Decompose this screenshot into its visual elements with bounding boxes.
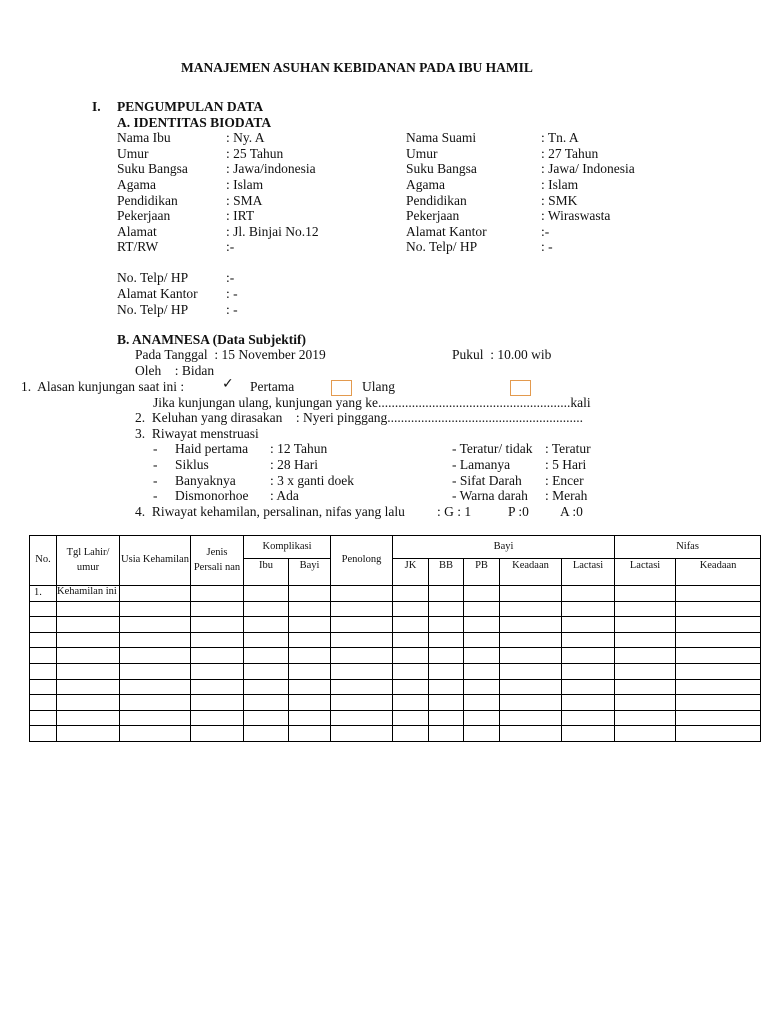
biodata-value: : SMA: [226, 193, 263, 208]
document-title: MANAJEMEN ASUHAN KEBIDANAN PADA IBU HAMIL: [181, 60, 533, 75]
biodata-value: : Jawa/ Indonesia: [541, 161, 635, 176]
table-cell: [191, 726, 244, 742]
table-cell: [500, 663, 562, 679]
oleh: Oleh : Bidan: [135, 363, 215, 378]
biodata-value: : 27 Tahun: [541, 146, 599, 161]
table-cell: [615, 632, 676, 648]
contact-value: : -: [226, 286, 238, 301]
table-cell: [676, 679, 761, 695]
table-row: [30, 601, 761, 617]
contact-value: :-: [226, 270, 235, 285]
cell-tgl-lahir: [57, 726, 120, 742]
table-cell: [562, 632, 615, 648]
table-cell: [289, 648, 331, 664]
table-cell: [615, 601, 676, 617]
section-title: PENGUMPULAN DATA: [117, 99, 264, 114]
cell-no: [30, 710, 57, 726]
section-number: I.: [92, 99, 101, 114]
table-cell: [191, 617, 244, 633]
menstruasi-label: - Sifat Darah: [452, 473, 522, 488]
table-cell: [393, 601, 429, 617]
cell-tgl-lahir: [57, 617, 120, 633]
header-penolong: Penolong: [331, 536, 393, 586]
table-cell: [331, 679, 393, 695]
table-cell: [289, 663, 331, 679]
q4-gravida: : G : 1: [437, 504, 472, 519]
table-row: [30, 632, 761, 648]
table-cell: [562, 679, 615, 695]
q1-text: 1. Alasan kunjungan saat ini :: [21, 379, 185, 394]
table-cell: [429, 663, 464, 679]
pada-tanggal: Pada Tanggal : 15 November 2019: [135, 347, 326, 362]
table-cell: [464, 617, 500, 633]
table-cell: [244, 679, 289, 695]
table-cell: [562, 695, 615, 711]
table-cell: [120, 601, 191, 617]
table-cell: [429, 632, 464, 648]
table-cell: [244, 617, 289, 633]
biodata-value: : 25 Tahun: [226, 146, 284, 161]
table-cell: [464, 663, 500, 679]
table-cell: [676, 601, 761, 617]
table-cell: [615, 710, 676, 726]
table-cell: [615, 617, 676, 633]
header-nifas: Nifas: [615, 536, 761, 559]
table-cell: [615, 726, 676, 742]
menstruasi-value: : 3 x ganti doek: [270, 473, 354, 488]
table-row: [30, 726, 761, 742]
biodata-label: Pendidikan: [117, 193, 178, 208]
table-cell: [500, 617, 562, 633]
table-cell: [120, 586, 191, 602]
q1-followup: Jika kunjungan ulang, kunjungan yang ke.........................................................kali: [153, 395, 591, 410]
biodata-value: :-: [541, 224, 550, 239]
table-row: [30, 648, 761, 664]
checkbox-ulang[interactable]: [331, 380, 352, 396]
table-cell: [120, 632, 191, 648]
table-cell: [676, 632, 761, 648]
menstruasi-label: - Teratur/ tidak: [452, 441, 533, 456]
menstruasi-value: : Teratur: [545, 441, 591, 456]
menstruasi-value: : Encer: [545, 473, 584, 488]
table-cell: [289, 695, 331, 711]
header-lactasi: Lactasi: [562, 559, 615, 586]
biodata-label: Pendidikan: [406, 193, 467, 208]
table-cell: [393, 710, 429, 726]
table-cell: [500, 648, 562, 664]
menstruasi-label: Banyaknya: [175, 473, 236, 488]
checkmark-icon: ✓: [222, 376, 234, 392]
table-cell: [244, 601, 289, 617]
table-cell: [615, 648, 676, 664]
cell-no: [30, 648, 57, 664]
cell-tgl-lahir: [57, 679, 120, 695]
header-usia-kehamilan: Usia Kehamilan: [120, 536, 191, 586]
table-cell: [191, 601, 244, 617]
table-cell: [393, 726, 429, 742]
table-cell: [429, 601, 464, 617]
header-komplikasi: Komplikasi: [244, 536, 331, 559]
biodata-label: Nama Ibu: [117, 130, 171, 145]
header-bayi: Bayi: [393, 536, 615, 559]
menstruasi-value: : Ada: [270, 488, 299, 503]
table-cell: [191, 648, 244, 664]
biodata-label: Alamat: [117, 224, 157, 239]
table-cell: [191, 632, 244, 648]
q1-option-pertama: Pertama: [250, 379, 295, 394]
biodata-label: Alamat Kantor: [406, 224, 487, 239]
table-cell: [464, 695, 500, 711]
bullet: -: [153, 441, 158, 456]
biodata-label: Nama Suami: [406, 130, 477, 145]
table-cell: [331, 632, 393, 648]
table-cell: [562, 663, 615, 679]
table-cell: [393, 663, 429, 679]
cell-no: [30, 695, 57, 711]
subsection-anamnesa: B. ANAMNESA (Data Subjektif): [117, 332, 307, 347]
table-cell: [191, 586, 244, 602]
table-cell: [244, 726, 289, 742]
table-body: [30, 586, 761, 742]
table-cell: [429, 617, 464, 633]
q1-option-ulang: Ulang: [362, 379, 395, 394]
table-cell: [464, 679, 500, 695]
table-cell: [331, 586, 393, 602]
contact-label: Alamat Kantor: [117, 286, 198, 301]
cell-no: 1.: [30, 586, 57, 602]
contact-label: No. Telp/ HP: [117, 302, 189, 317]
table-cell: [191, 663, 244, 679]
table-cell: [500, 632, 562, 648]
biodata-label: Agama: [117, 177, 156, 192]
table-cell: [244, 586, 289, 602]
table-cell: [615, 586, 676, 602]
biodata-value: : Wiraswasta: [541, 208, 611, 223]
bullet: -: [153, 457, 158, 472]
menstruasi-label: Siklus: [175, 457, 209, 472]
menstruasi-label: Dismonorhoe: [175, 488, 249, 503]
table-cell: [393, 695, 429, 711]
history-table: [29, 535, 761, 742]
cell-no: [30, 726, 57, 742]
table-cell: [615, 695, 676, 711]
table-cell: [244, 648, 289, 664]
table-row: [30, 663, 761, 679]
header-ibu: Ibu: [244, 559, 289, 586]
cell-tgl-lahir: [57, 632, 120, 648]
cell-tgl-lahir: [57, 710, 120, 726]
table-cell: [244, 695, 289, 711]
header-nifas-lactasi: Lactasi: [615, 559, 676, 586]
header-bayi-komplikasi: Bayi: [289, 559, 331, 586]
biodata-label: Pekerjaan: [117, 208, 171, 223]
table-cell: [676, 695, 761, 711]
table-cell: [120, 695, 191, 711]
table-cell: [562, 617, 615, 633]
table-row: [30, 679, 761, 695]
cell-no: [30, 617, 57, 633]
bullet: -: [153, 473, 158, 488]
table-cell: [393, 586, 429, 602]
table-cell: [289, 601, 331, 617]
biodata-label: Suku Bangsa: [406, 161, 477, 176]
table-cell: [289, 586, 331, 602]
biodata-value: : IRT: [226, 208, 255, 223]
menstruasi-label: Haid pertama: [175, 441, 249, 456]
table-cell: [429, 695, 464, 711]
header-nifas-keadaan: Keadaan: [676, 559, 761, 586]
table-cell: [464, 648, 500, 664]
table-cell: [464, 601, 500, 617]
biodata-value: : Jawa/indonesia: [226, 161, 316, 176]
table-cell: [331, 695, 393, 711]
table-cell: [676, 663, 761, 679]
table-cell: [191, 679, 244, 695]
table-cell: [429, 648, 464, 664]
table-cell: [331, 663, 393, 679]
biodata-value: :-: [226, 239, 235, 254]
table-cell: [500, 695, 562, 711]
table-cell: [500, 679, 562, 695]
menstruasi-label: - Warna darah: [452, 488, 528, 503]
table-cell: [429, 679, 464, 695]
table-cell: [562, 601, 615, 617]
menstruasi-value: : Merah: [545, 488, 588, 503]
table-cell: [289, 726, 331, 742]
table-cell: [676, 586, 761, 602]
table-cell: [676, 710, 761, 726]
table-cell: [191, 710, 244, 726]
table-cell: [331, 710, 393, 726]
table-cell: [500, 601, 562, 617]
table-cell: [120, 663, 191, 679]
table-cell: [331, 726, 393, 742]
table-cell: [289, 710, 331, 726]
table-row: [30, 586, 761, 602]
table-cell: [289, 632, 331, 648]
table-cell: [562, 648, 615, 664]
biodata-value: : Islam: [541, 177, 579, 192]
table-cell: [562, 586, 615, 602]
cell-tgl-lahir: Kehamilan ini: [57, 586, 120, 602]
header-tgl-lahir: Tgl Lahir/ umur: [57, 536, 120, 586]
bullet: -: [153, 488, 158, 503]
header-bb: BB: [429, 559, 464, 586]
biodata-value: : Islam: [226, 177, 264, 192]
table-cell: [676, 726, 761, 742]
q4-riwayat: 4. Riwayat kehamilan, persalinan, nifas yang lalu: [135, 504, 405, 519]
table-cell: [244, 710, 289, 726]
table-cell: [464, 710, 500, 726]
table-cell: [464, 632, 500, 648]
biodata-value: : Tn. A: [541, 130, 579, 145]
table-cell: [500, 586, 562, 602]
biodata-label: No. Telp/ HP: [406, 239, 478, 254]
table-cell: [120, 648, 191, 664]
cell-no: [30, 632, 57, 648]
biodata-label: Pekerjaan: [406, 208, 460, 223]
cell-tgl-lahir: [57, 601, 120, 617]
header-jk: JK: [393, 559, 429, 586]
table-cell: [464, 726, 500, 742]
biodata-label: Agama: [406, 177, 445, 192]
table-cell: [289, 679, 331, 695]
table-cell: [500, 710, 562, 726]
table-cell: [393, 632, 429, 648]
table-cell: [191, 695, 244, 711]
table-cell: [289, 617, 331, 633]
table-cell: [120, 617, 191, 633]
contact-value: : -: [226, 302, 238, 317]
table-cell: [615, 663, 676, 679]
table-cell: [464, 586, 500, 602]
checkbox-extra[interactable]: [510, 380, 531, 396]
table-row: [30, 695, 761, 711]
menstruasi-value: : 28 Hari: [270, 457, 318, 472]
table-cell: [429, 710, 464, 726]
q4-abortus: A :0: [560, 504, 583, 519]
biodata-value: : SMK: [541, 193, 578, 208]
subsection-identitas: A. IDENTITAS BIODATA: [117, 115, 272, 130]
table-cell: [331, 648, 393, 664]
menstruasi-label: - Lamanya: [452, 457, 511, 472]
menstruasi-value: : 12 Tahun: [270, 441, 328, 456]
menstruasi-value: : 5 Hari: [545, 457, 587, 472]
table-cell: [429, 726, 464, 742]
table-cell: [429, 586, 464, 602]
q2-keluhan: 2. Keluhan yang dirasakan : Nyeri pinggang..........................................................: [135, 410, 584, 425]
table-cell: [562, 710, 615, 726]
header-jenis-persalinan: Jenis Persali nan: [191, 536, 244, 586]
table-cell: [393, 679, 429, 695]
table-cell: [244, 663, 289, 679]
table-cell: [244, 632, 289, 648]
table-row: [30, 617, 761, 633]
table-cell: [562, 726, 615, 742]
table-cell: [120, 710, 191, 726]
cell-tgl-lahir: [57, 663, 120, 679]
table-cell: [393, 617, 429, 633]
table-cell: [676, 617, 761, 633]
biodata-label: Suku Bangsa: [117, 161, 188, 176]
q3-menstruasi: 3. Riwayat menstruasi: [135, 426, 259, 441]
table-cell: [615, 679, 676, 695]
cell-tgl-lahir: [57, 695, 120, 711]
biodata-value: : Ny. A: [226, 130, 265, 145]
table-row: [30, 710, 761, 726]
header-keadaan: Keadaan: [500, 559, 562, 586]
biodata-label: Umur: [406, 146, 438, 161]
table-cell: [676, 648, 761, 664]
q4-para: P :0: [508, 504, 529, 519]
pukul: Pukul : 10.00 wib: [452, 347, 552, 362]
biodata-label: RT/RW: [117, 239, 159, 254]
contact-label: No. Telp/ HP: [117, 270, 189, 285]
table-cell: [120, 679, 191, 695]
biodata-value: : Jl. Binjai No.12: [226, 224, 319, 239]
table-cell: [393, 648, 429, 664]
table-cell: [500, 726, 562, 742]
cell-tgl-lahir: [57, 648, 120, 664]
cell-no: [30, 601, 57, 617]
cell-no: [30, 679, 57, 695]
biodata-value: : -: [541, 239, 553, 254]
table-cell: [331, 617, 393, 633]
table-cell: [331, 601, 393, 617]
biodata-label: Umur: [117, 146, 149, 161]
header-no: No.: [30, 536, 57, 586]
cell-no: [30, 663, 57, 679]
header-pb: PB: [464, 559, 500, 586]
table-cell: [120, 726, 191, 742]
